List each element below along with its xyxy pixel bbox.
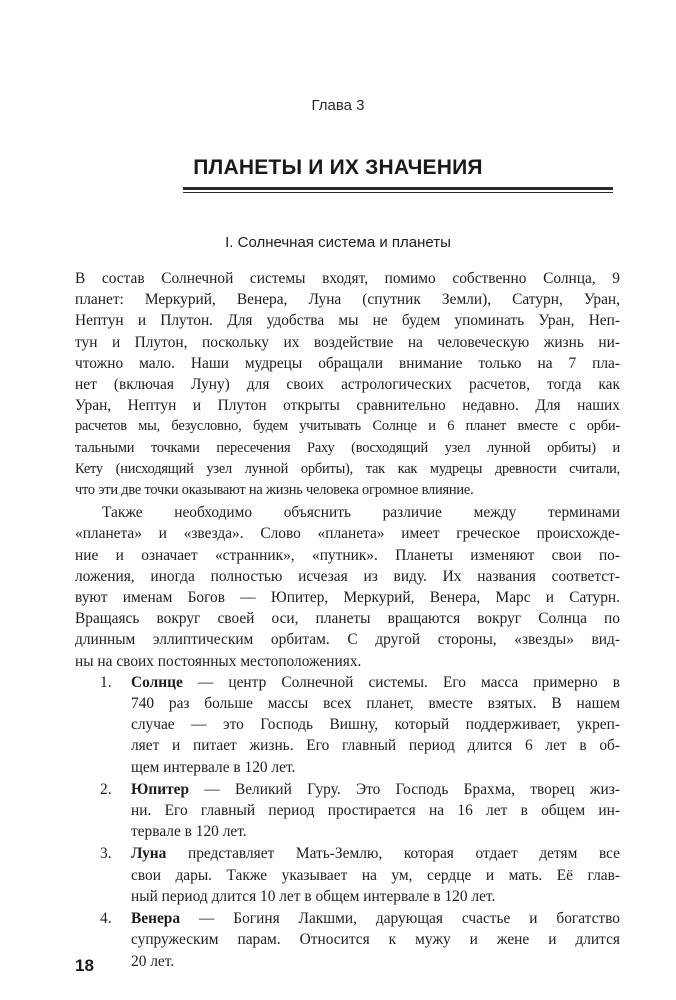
list-number: 3. bbox=[100, 845, 112, 863]
p1-line: расчетов мы, безусловно, будем учитывать Солнце и 6 планет вместе с орби- bbox=[75, 418, 620, 435]
chapter-title: ПЛАНЕТЫ И ИХ ЗНАЧЕНИЯ bbox=[193, 156, 483, 179]
p1-line: тальными точками пересечения Раху (восходящий узел лунной орбиты) и bbox=[75, 439, 620, 456]
list-item-line: 740 раз больше массы всех планет, вместе взятых. В нашем bbox=[131, 695, 620, 713]
p2-line: ние и означает «странник», «путник». Планеты изменяют свои по- bbox=[75, 546, 620, 564]
list-item-line: ный период длится 10 лет в общем интервале в 120 лет. bbox=[131, 887, 496, 905]
list-number: 4. bbox=[100, 910, 112, 928]
title-rule-thin bbox=[183, 192, 613, 193]
list-item-head: Юпитер bbox=[131, 780, 190, 798]
page-body bbox=[75, 268, 620, 973]
planet-list bbox=[75, 672, 620, 972]
list-item-text: представляет Мать-Землю, которая отдает детям все bbox=[166, 845, 620, 863]
list-item-line: супружеским парам. Относится к мужу и жене и длится bbox=[131, 931, 620, 949]
list-item bbox=[75, 843, 620, 907]
p1-line: планет: Меркурий, Венера, Луна (спутник Земли), Сатурн, Уран, bbox=[75, 291, 620, 309]
section-title: I. Солнечная система и планеты bbox=[225, 234, 451, 251]
p2-line: ны на своих постоянных местоположениях. bbox=[75, 652, 362, 670]
list-item-line: щем интервале в 120 лет. bbox=[131, 758, 296, 776]
list-item-head: Солнце bbox=[131, 673, 183, 691]
p2-line: ложения, иногда полностью исчезая из виду. Их названия соответст- bbox=[75, 567, 620, 585]
p2-line: длинным эллиптическим орбитам. С другой стороны, «звезды» вид- bbox=[75, 631, 620, 649]
p1-line: Кету (нисходящий узел лунной орбиты), так как мудрецы древности считали, bbox=[75, 460, 620, 477]
list-item-line: свои дары. Также указывает на ум, сердце и мать. Её глав- bbox=[131, 866, 620, 884]
list-item-head: Луна bbox=[131, 845, 167, 863]
list-number: 2. bbox=[100, 780, 112, 798]
page-number: 18 bbox=[75, 956, 94, 975]
paragraph-2 bbox=[75, 502, 620, 672]
p2-line: «планета» и «звезда». Слово «планета» имеет греческое происхожде- bbox=[75, 525, 620, 543]
p1-line: что эти две точки оказывают на жизнь человека огромное влияние. bbox=[75, 482, 474, 499]
p2-line: Также необходимо объяснить различие между терминами bbox=[102, 504, 620, 522]
p1-line: В состав Солнечной системы входят, помимо собственно Солнца, 9 bbox=[75, 270, 620, 287]
paragraph-1 bbox=[75, 268, 620, 501]
list-item-head: Венера bbox=[131, 910, 181, 928]
p2-line: Вращаясь вокруг своей оси, планеты вращаются вокруг Солнца по bbox=[75, 610, 620, 628]
list-item-text: — центр Солнечной системы. Его масса примерно в bbox=[182, 673, 620, 691]
list-item bbox=[75, 908, 620, 972]
list-item bbox=[75, 779, 620, 843]
list-item-text: — Богиня Лакшми, дарующая счастье и богатство bbox=[180, 910, 620, 928]
title-rule-thick bbox=[183, 187, 613, 190]
p1-line: нет (включая Луну) для своих астрологических расчетов, тогда как bbox=[75, 376, 620, 394]
p2-line: вуют именам Богов — Юпитер, Меркурий, Венера, Марс и Сатурн. bbox=[75, 589, 620, 607]
list-number: 1. bbox=[100, 673, 112, 691]
p1-line: тун и Плутон, поскольку их воздействие на человеческую жизнь ни- bbox=[75, 333, 620, 351]
list-item-text: — Великий Гуру. Это Господь Брахма, творец жиз- bbox=[189, 780, 620, 798]
p1-line: чтожно мало. Наши мудрецы обращали внимание только на 7 пла- bbox=[75, 354, 620, 372]
p1-line: Нептун и Плутон. Для удобства мы не будем упоминать Уран, Неп- bbox=[75, 312, 620, 330]
list-item bbox=[75, 672, 620, 778]
chapter-label: Глава 3 bbox=[311, 97, 365, 114]
list-item-line: ни. Его главный период простирается на 16 лет в общем ин- bbox=[131, 802, 620, 820]
list-item-line: 20 лет. bbox=[131, 952, 175, 970]
list-item-line: случае — это Господь Вишну, который поддерживает, укреп- bbox=[131, 716, 620, 734]
list-item-line: тервале в 120 лет. bbox=[131, 823, 247, 841]
p1-line: Уран, Нептун и Плутон открыты сравнительно недавно. Для наших bbox=[75, 397, 620, 415]
list-item-line: ляет и питает жизнь. Его главный период длится 6 лет в об- bbox=[131, 737, 620, 755]
